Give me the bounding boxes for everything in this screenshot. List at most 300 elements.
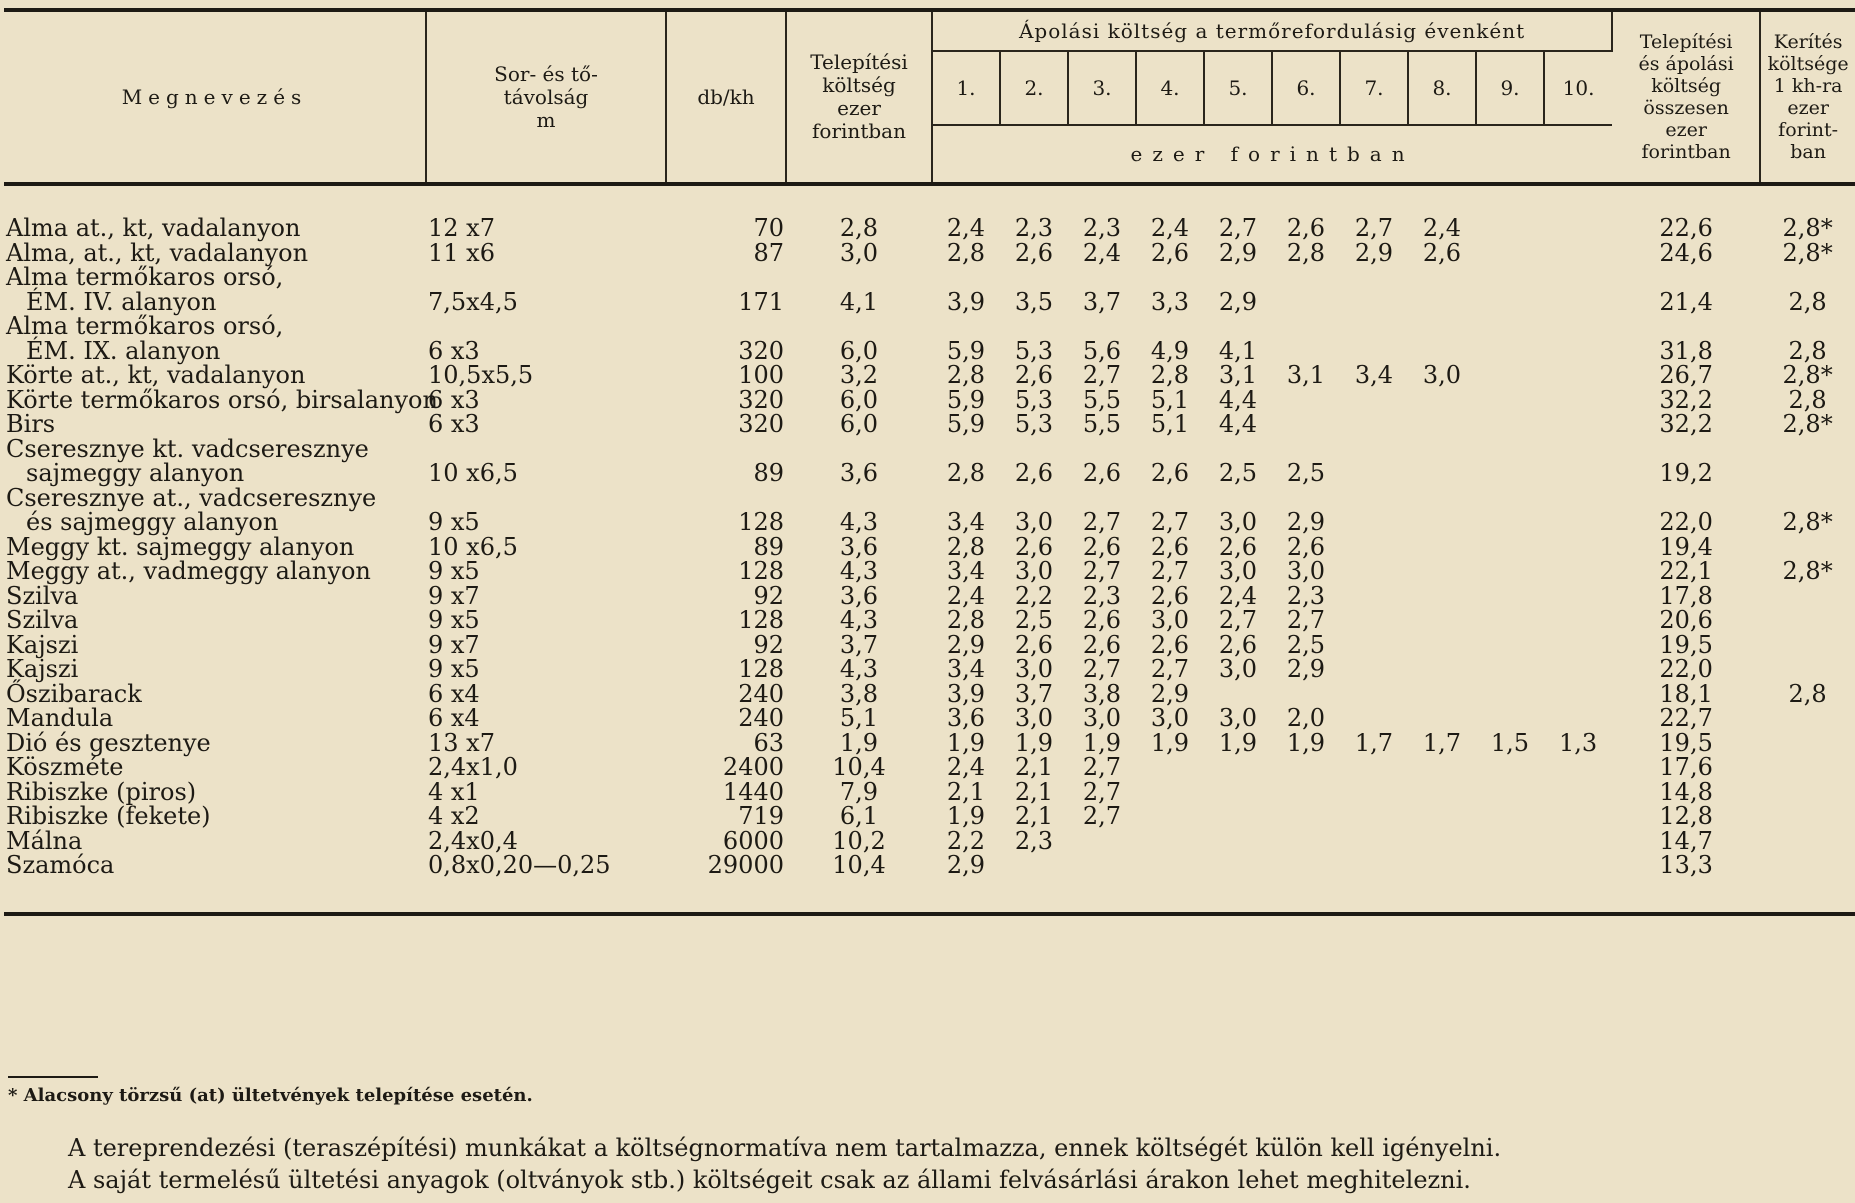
cell-year-cost: 2,6	[1150, 238, 1190, 267]
cell-year-cost	[1272, 853, 1340, 878]
cell-year-cost: 1,9	[946, 802, 986, 830]
cell-year-cost: 2,9	[1354, 238, 1394, 267]
cell-year-cost	[1476, 437, 1544, 462]
table-row	[4, 290, 1855, 315]
cell-density: 6000	[722, 826, 784, 855]
cell-spacing	[426, 265, 666, 290]
cell-fence: 2,8*	[1782, 238, 1833, 267]
cell-year-cost: 3,3	[1150, 287, 1190, 316]
cell-year-cost	[1408, 780, 1476, 805]
cell-fence	[1760, 804, 1855, 829]
cell-planting-cost: 6,0	[839, 336, 879, 365]
table-end-rule	[4, 878, 1855, 914]
note-terracing: A tereprendezési (teraszépítési) munkákat a költségnormatíva nem tartalmazza, ennek költségét külön kell igényelni.	[68, 1134, 1502, 1162]
header-care-cost: Ápolási költség a termőrefordulásig évenként	[932, 10, 1612, 51]
cell-name: Dió és gesztenye	[6, 728, 211, 757]
cell-year-cost: 2,1	[1014, 777, 1054, 806]
cell-name: Őszibarack	[6, 679, 142, 708]
cell-spacing: 9 x5	[428, 606, 480, 634]
cell-year-cost: 2,6	[1286, 532, 1326, 561]
table-row	[4, 584, 1855, 609]
cell-total: 32,2	[1659, 410, 1713, 438]
cell-year-cost	[1476, 780, 1544, 805]
cell-density: 171	[738, 287, 784, 316]
cell-density: 128	[738, 557, 784, 585]
cell-name: Körte at., kt, vadalanyon	[6, 361, 306, 389]
cell-year-cost	[1408, 486, 1476, 511]
cell-year-cost: 3,0	[1082, 704, 1122, 732]
cell-year-cost	[1272, 339, 1340, 364]
cell-year-cost: 2,7	[1082, 802, 1122, 830]
footnote-rule	[8, 1076, 98, 1078]
cell-name: Kajszi	[6, 630, 79, 659]
cell-total: 26,7	[1659, 361, 1713, 389]
cell-year-cost: 2,6	[1422, 238, 1462, 267]
cell-year-cost	[1068, 829, 1136, 854]
cell-year-cost: 3,4	[1354, 361, 1394, 389]
cell-spacing: 10,5x5,5	[428, 361, 534, 389]
cell-planting-cost: 3,6	[839, 532, 879, 561]
cell-name: Köszméte	[6, 753, 124, 781]
header-year: 4.	[1136, 51, 1204, 125]
cell-year-cost: 2,3	[1014, 826, 1054, 855]
cell-year-cost: 2,7	[1218, 606, 1258, 634]
cell-year-cost	[1000, 265, 1068, 290]
cell-density: 240	[738, 679, 784, 708]
cell-year-cost: 3,4	[946, 508, 986, 536]
cell-spacing	[426, 437, 666, 462]
cell-year-cost: 3,0	[1218, 508, 1258, 536]
cell-total: 22,1	[1659, 557, 1713, 585]
header-year: 10.	[1544, 51, 1612, 125]
header-year: 3.	[1068, 51, 1136, 125]
cell-spacing: 6 x3	[428, 385, 480, 414]
cell-year-cost: 2,3	[1082, 214, 1122, 242]
cell-spacing: 0,8x0,20—0,25	[428, 851, 611, 879]
cell-fence	[1760, 829, 1855, 854]
table-row	[4, 486, 1855, 511]
cell-year-cost	[1476, 339, 1544, 364]
cell-spacing: 10 x6,5	[428, 459, 518, 487]
cell-year-cost: 2,3	[1082, 581, 1122, 610]
table-row	[4, 437, 1855, 462]
cell-year-cost	[1340, 412, 1408, 437]
header-year: 8.	[1408, 51, 1476, 125]
cell-year-cost	[1408, 853, 1476, 878]
cell-year-cost: 2,8	[946, 606, 986, 634]
cell-year-cost	[1408, 461, 1476, 486]
cell-year-cost	[1476, 755, 1544, 780]
cell-year-cost: 4,4	[1218, 410, 1258, 438]
cell-name: Birs	[6, 410, 56, 438]
header-year: 1.	[932, 51, 1000, 125]
cell-name: Meggy kt. sajmeggy alanyon	[6, 532, 355, 561]
cell-year-cost	[1204, 829, 1272, 854]
cell-year-cost	[1544, 241, 1612, 266]
cell-year-cost	[1408, 265, 1476, 290]
cell-year-cost	[1476, 682, 1544, 707]
cell-fence	[1760, 486, 1855, 511]
cell-year-cost: 2,6	[1150, 532, 1190, 561]
cell-year-cost	[1408, 412, 1476, 437]
cell-year-cost	[1476, 388, 1544, 413]
cell-year-cost	[1272, 829, 1340, 854]
cell-name: Ribiszke (piros)	[6, 777, 197, 806]
cell-year-cost	[1068, 486, 1136, 511]
cell-year-cost: 2,7	[1218, 214, 1258, 242]
cell-year-cost: 3,7	[1014, 679, 1054, 708]
cell-year-cost: 5,5	[1082, 410, 1122, 438]
cell-year-cost	[1408, 388, 1476, 413]
cell-total: 19,4	[1659, 532, 1713, 561]
cell-year-cost: 1,5	[1490, 728, 1530, 757]
cell-year-cost	[1000, 314, 1068, 339]
cell-year-cost	[1340, 657, 1408, 682]
header-spacing: Sor- és tő- távolság m	[426, 10, 666, 184]
cell-fence	[1760, 265, 1855, 290]
cell-total	[1612, 437, 1760, 462]
cell-year-cost: 2,5	[1014, 606, 1054, 634]
header-total: Telepítési és ápolási költség összesen ezer forintban	[1612, 10, 1760, 184]
cell-name: Meggy at., vadmeggy alanyon	[6, 557, 371, 585]
cell-total: 22,7	[1659, 704, 1713, 732]
header-density: db/kh	[666, 10, 786, 184]
cell-fence	[1760, 706, 1855, 731]
table-row	[4, 731, 1855, 756]
cell-year-cost	[1476, 314, 1544, 339]
cell-year-cost: 2,1	[1014, 753, 1054, 781]
cell-fence: 2,8*	[1782, 410, 1833, 438]
cell-year-cost: 2,7	[1150, 655, 1190, 683]
cell-year-cost: 5,3	[1014, 410, 1054, 438]
cell-year-cost	[1136, 265, 1204, 290]
cell-total: 14,8	[1659, 777, 1713, 806]
cell-fence	[1760, 731, 1855, 756]
cell-year-cost	[932, 437, 1000, 462]
cell-year-cost: 2,6	[1286, 214, 1326, 242]
cell-total: 20,6	[1659, 606, 1713, 634]
cell-year-cost	[1204, 486, 1272, 511]
cell-name: Alma, at., kt, vadalanyon	[6, 238, 309, 267]
cell-year-cost: 3,0	[1150, 606, 1190, 634]
cell-density: 240	[738, 704, 784, 732]
cell-year-cost	[1340, 388, 1408, 413]
cell-fence	[1760, 780, 1855, 805]
cell-year-cost	[1340, 633, 1408, 658]
cell-fence: 2,8	[1788, 287, 1827, 316]
header-name: Megnevezés	[4, 10, 426, 184]
cell-total: 19,5	[1659, 630, 1713, 659]
cell-year-cost	[1272, 290, 1340, 315]
table-row	[4, 804, 1855, 829]
cell-year-cost: 2,6	[1218, 532, 1258, 561]
cell-total: 14,7	[1659, 826, 1713, 855]
cell-year-cost	[1068, 314, 1136, 339]
cell-year-cost	[1136, 780, 1204, 805]
table-row	[4, 559, 1855, 584]
cell-fence	[1760, 853, 1855, 878]
cell-year-cost: 3,5	[1014, 287, 1054, 316]
footnote: * Alacsony törzsű (at) ültetvények telepítése esetén.	[8, 1085, 533, 1106]
cell-year-cost: 2,9	[1218, 287, 1258, 316]
cell-year-cost	[1544, 363, 1612, 388]
cell-spacing: 9 x5	[428, 508, 480, 536]
cell-year-cost: 3,0	[1218, 704, 1258, 732]
cell-year-cost	[1340, 290, 1408, 315]
cell-spacing: 2,4x1,0	[428, 753, 518, 781]
cell-year-cost	[1544, 486, 1612, 511]
cell-year-cost: 2,3	[1286, 581, 1326, 610]
cell-year-cost	[932, 265, 1000, 290]
cell-year-cost	[1204, 755, 1272, 780]
cell-year-cost	[1544, 510, 1612, 535]
cell-year-cost: 1,3	[1558, 728, 1598, 757]
table-row	[4, 853, 1855, 878]
cell-year-cost	[1476, 853, 1544, 878]
cell-planting-cost: 6,1	[839, 802, 879, 830]
cell-year-cost	[1476, 265, 1544, 290]
cell-year-cost: 2,6	[1014, 459, 1054, 487]
cell-planting-cost: 4,3	[839, 655, 879, 683]
cell-fence: 2,8*	[1782, 361, 1833, 389]
cell-year-cost: 4,4	[1218, 385, 1258, 414]
cell-density: 87	[753, 238, 784, 267]
table-row	[4, 388, 1855, 413]
cell-year-cost	[1408, 437, 1476, 462]
cell-year-cost: 3,4	[946, 557, 986, 585]
cell-planting-cost	[786, 314, 932, 339]
table-row	[4, 339, 1855, 364]
cell-year-cost	[1476, 829, 1544, 854]
cell-year-cost: 2,0	[1286, 704, 1326, 732]
cell-year-cost: 5,3	[1014, 336, 1054, 365]
cell-spacing: 6 x3	[428, 410, 480, 438]
cell-year-cost: 2,8	[1150, 361, 1190, 389]
cell-year-cost	[1476, 608, 1544, 633]
cell-planting-cost: 6,0	[839, 410, 879, 438]
cell-density: 63	[753, 728, 784, 757]
cell-year-cost: 2,6	[1082, 532, 1122, 561]
cell-year-cost	[1544, 290, 1612, 315]
cell-year-cost: 1,9	[1150, 728, 1190, 757]
cell-year-cost	[1272, 755, 1340, 780]
cell-year-cost	[1272, 265, 1340, 290]
cell-fence: 2,8	[1788, 336, 1827, 365]
cell-year-cost: 2,9	[946, 630, 986, 659]
cell-total: 17,6	[1659, 753, 1713, 781]
cell-name: Cseresznye at., vadcseresznye	[6, 483, 377, 512]
cell-year-cost	[1408, 535, 1476, 560]
cell-total: 32,2	[1659, 385, 1713, 414]
cell-year-cost	[1408, 314, 1476, 339]
cell-planting-cost: 3,2	[839, 361, 879, 389]
cell-total: 22,6	[1659, 214, 1713, 242]
cell-planting-cost: 4,1	[839, 287, 879, 316]
cell-year-cost	[1544, 437, 1612, 462]
header-year: 6.	[1272, 51, 1340, 125]
cell-year-cost	[1204, 265, 1272, 290]
table-row	[4, 510, 1855, 535]
cell-name: sajmeggy alanyon	[26, 459, 245, 487]
cell-year-cost	[1544, 339, 1612, 364]
cell-fence	[1760, 535, 1855, 560]
cell-year-cost: 3,0	[1014, 655, 1054, 683]
cell-year-cost: 2,2	[946, 826, 986, 855]
cell-year-cost: 2,5	[1286, 459, 1326, 487]
cell-fence	[1760, 461, 1855, 486]
cell-year-cost: 2,6	[1082, 606, 1122, 634]
cell-year-cost	[1544, 780, 1612, 805]
cell-total: 19,2	[1659, 459, 1713, 487]
cell-density: 128	[738, 655, 784, 683]
cell-year-cost	[1340, 437, 1408, 462]
cell-year-cost: 3,9	[946, 287, 986, 316]
cell-density: 29000	[707, 851, 784, 879]
cell-year-cost	[1544, 461, 1612, 486]
cell-spacing: 2,4x0,4	[428, 826, 518, 855]
table-row	[4, 216, 1855, 241]
cell-year-cost	[1476, 559, 1544, 584]
cell-fence	[1760, 437, 1855, 462]
cell-year-cost	[1136, 804, 1204, 829]
cell-year-cost	[1476, 290, 1544, 315]
cell-name: Málna	[6, 826, 83, 855]
cell-year-cost: 2,7	[1082, 655, 1122, 683]
cell-year-cost	[1068, 265, 1136, 290]
cell-year-cost	[1000, 853, 1068, 878]
table-row	[4, 829, 1855, 854]
table-row	[4, 755, 1855, 780]
cell-name: és sajmeggy alanyon	[26, 508, 279, 536]
cell-year-cost	[1476, 804, 1544, 829]
cell-year-cost	[1408, 339, 1476, 364]
cell-total: 18,1	[1659, 679, 1713, 708]
cell-planting-cost: 3,6	[839, 459, 879, 487]
table-row	[4, 265, 1855, 290]
cell-total: 24,6	[1659, 238, 1713, 267]
cell-density: 128	[738, 606, 784, 634]
cell-year-cost: 2,6	[1150, 581, 1190, 610]
cell-year-cost: 2,3	[1014, 214, 1054, 242]
cell-name: Cseresznye kt. vadcseresznye	[6, 434, 369, 463]
cell-year-cost	[1476, 584, 1544, 609]
cell-year-cost: 3,0	[1422, 361, 1462, 389]
cell-year-cost: 5,1	[1150, 410, 1190, 438]
cell-year-cost: 2,6	[1082, 630, 1122, 659]
cell-year-cost	[1544, 755, 1612, 780]
cell-year-cost	[932, 314, 1000, 339]
cell-year-cost: 5,6	[1082, 336, 1122, 365]
cell-year-cost: 2,9	[946, 851, 986, 879]
table-row	[4, 241, 1855, 266]
cell-spacing: 13 x7	[428, 728, 495, 757]
cell-name: Alma termőkaros orsó,	[6, 263, 284, 291]
cell-name: Szamóca	[6, 851, 115, 879]
cell-name: Szilva	[6, 581, 79, 610]
cell-spacing: 11 x6	[428, 238, 495, 267]
cell-fence: 2,8*	[1782, 508, 1833, 536]
cell-year-cost: 1,9	[946, 728, 986, 757]
cell-spacing: 6 x3	[428, 336, 480, 365]
cell-year-cost	[1340, 755, 1408, 780]
cell-planting-cost: 7,9	[839, 777, 879, 806]
cell-year-cost	[1544, 216, 1612, 241]
cell-spacing: 4 x2	[428, 802, 480, 830]
table-row	[4, 706, 1855, 731]
cell-fence	[1760, 657, 1855, 682]
cell-year-cost: 2,4	[946, 581, 986, 610]
cell-fence: 2,8*	[1782, 557, 1833, 585]
cell-year-cost	[1544, 804, 1612, 829]
cell-year-cost	[1544, 265, 1612, 290]
cell-year-cost	[1136, 437, 1204, 462]
cell-fence	[1760, 314, 1855, 339]
cell-planting-cost: 5,1	[839, 704, 879, 732]
cell-year-cost	[1476, 216, 1544, 241]
cell-year-cost: 2,6	[1150, 459, 1190, 487]
cell-density: 92	[753, 581, 784, 610]
cell-year-cost	[1544, 682, 1612, 707]
table-row	[4, 682, 1855, 707]
cell-year-cost	[1340, 706, 1408, 731]
table-row	[4, 314, 1855, 339]
cell-year-cost: 3,6	[946, 704, 986, 732]
cell-year-cost	[1408, 510, 1476, 535]
cell-planting-cost	[786, 265, 932, 290]
cell-total: 22,0	[1659, 508, 1713, 536]
cell-year-cost	[1272, 412, 1340, 437]
cell-name: Körte termőkaros orsó, birsalanyon	[6, 385, 438, 414]
cell-year-cost	[1408, 706, 1476, 731]
cell-total: 21,4	[1659, 287, 1713, 316]
cell-year-cost	[1408, 755, 1476, 780]
cell-year-cost	[1544, 853, 1612, 878]
cell-year-cost: 3,8	[1082, 679, 1122, 708]
cell-year-cost: 2,4	[946, 214, 986, 242]
table-row	[4, 535, 1855, 560]
cell-year-cost	[1408, 584, 1476, 609]
table-row	[4, 412, 1855, 437]
cell-year-cost: 2,6	[1014, 361, 1054, 389]
cell-year-cost: 2,5	[1286, 630, 1326, 659]
cell-year-cost: 2,7	[1150, 557, 1190, 585]
cell-year-cost	[1544, 388, 1612, 413]
cell-spacing: 6 x4	[428, 704, 480, 732]
cell-year-cost	[1476, 657, 1544, 682]
cell-density: 2400	[722, 753, 784, 781]
cell-year-cost: 2,6	[1014, 630, 1054, 659]
cell-year-cost: 2,7	[1354, 214, 1394, 242]
cell-year-cost	[1136, 829, 1204, 854]
cell-year-cost	[1544, 657, 1612, 682]
cell-density: 1440	[722, 777, 784, 806]
table-row	[4, 461, 1855, 486]
cell-year-cost	[1544, 314, 1612, 339]
cell-year-cost	[1272, 804, 1340, 829]
cell-planting-cost: 3,7	[839, 630, 879, 659]
cell-total: 12,8	[1659, 802, 1713, 830]
cell-name: ÉM. IX. alanyon	[26, 336, 221, 365]
cell-total	[1612, 265, 1760, 290]
cell-year-cost	[1136, 755, 1204, 780]
cell-spacing: 12 x7	[428, 214, 495, 242]
cell-year-cost: 2,4	[946, 753, 986, 781]
cell-planting-cost: 6,0	[839, 385, 879, 414]
cell-year-cost: 3,0	[1014, 508, 1054, 536]
cell-density: 70	[753, 214, 784, 242]
cell-year-cost: 2,6	[1014, 238, 1054, 267]
cell-spacing: 6 x4	[428, 679, 480, 708]
